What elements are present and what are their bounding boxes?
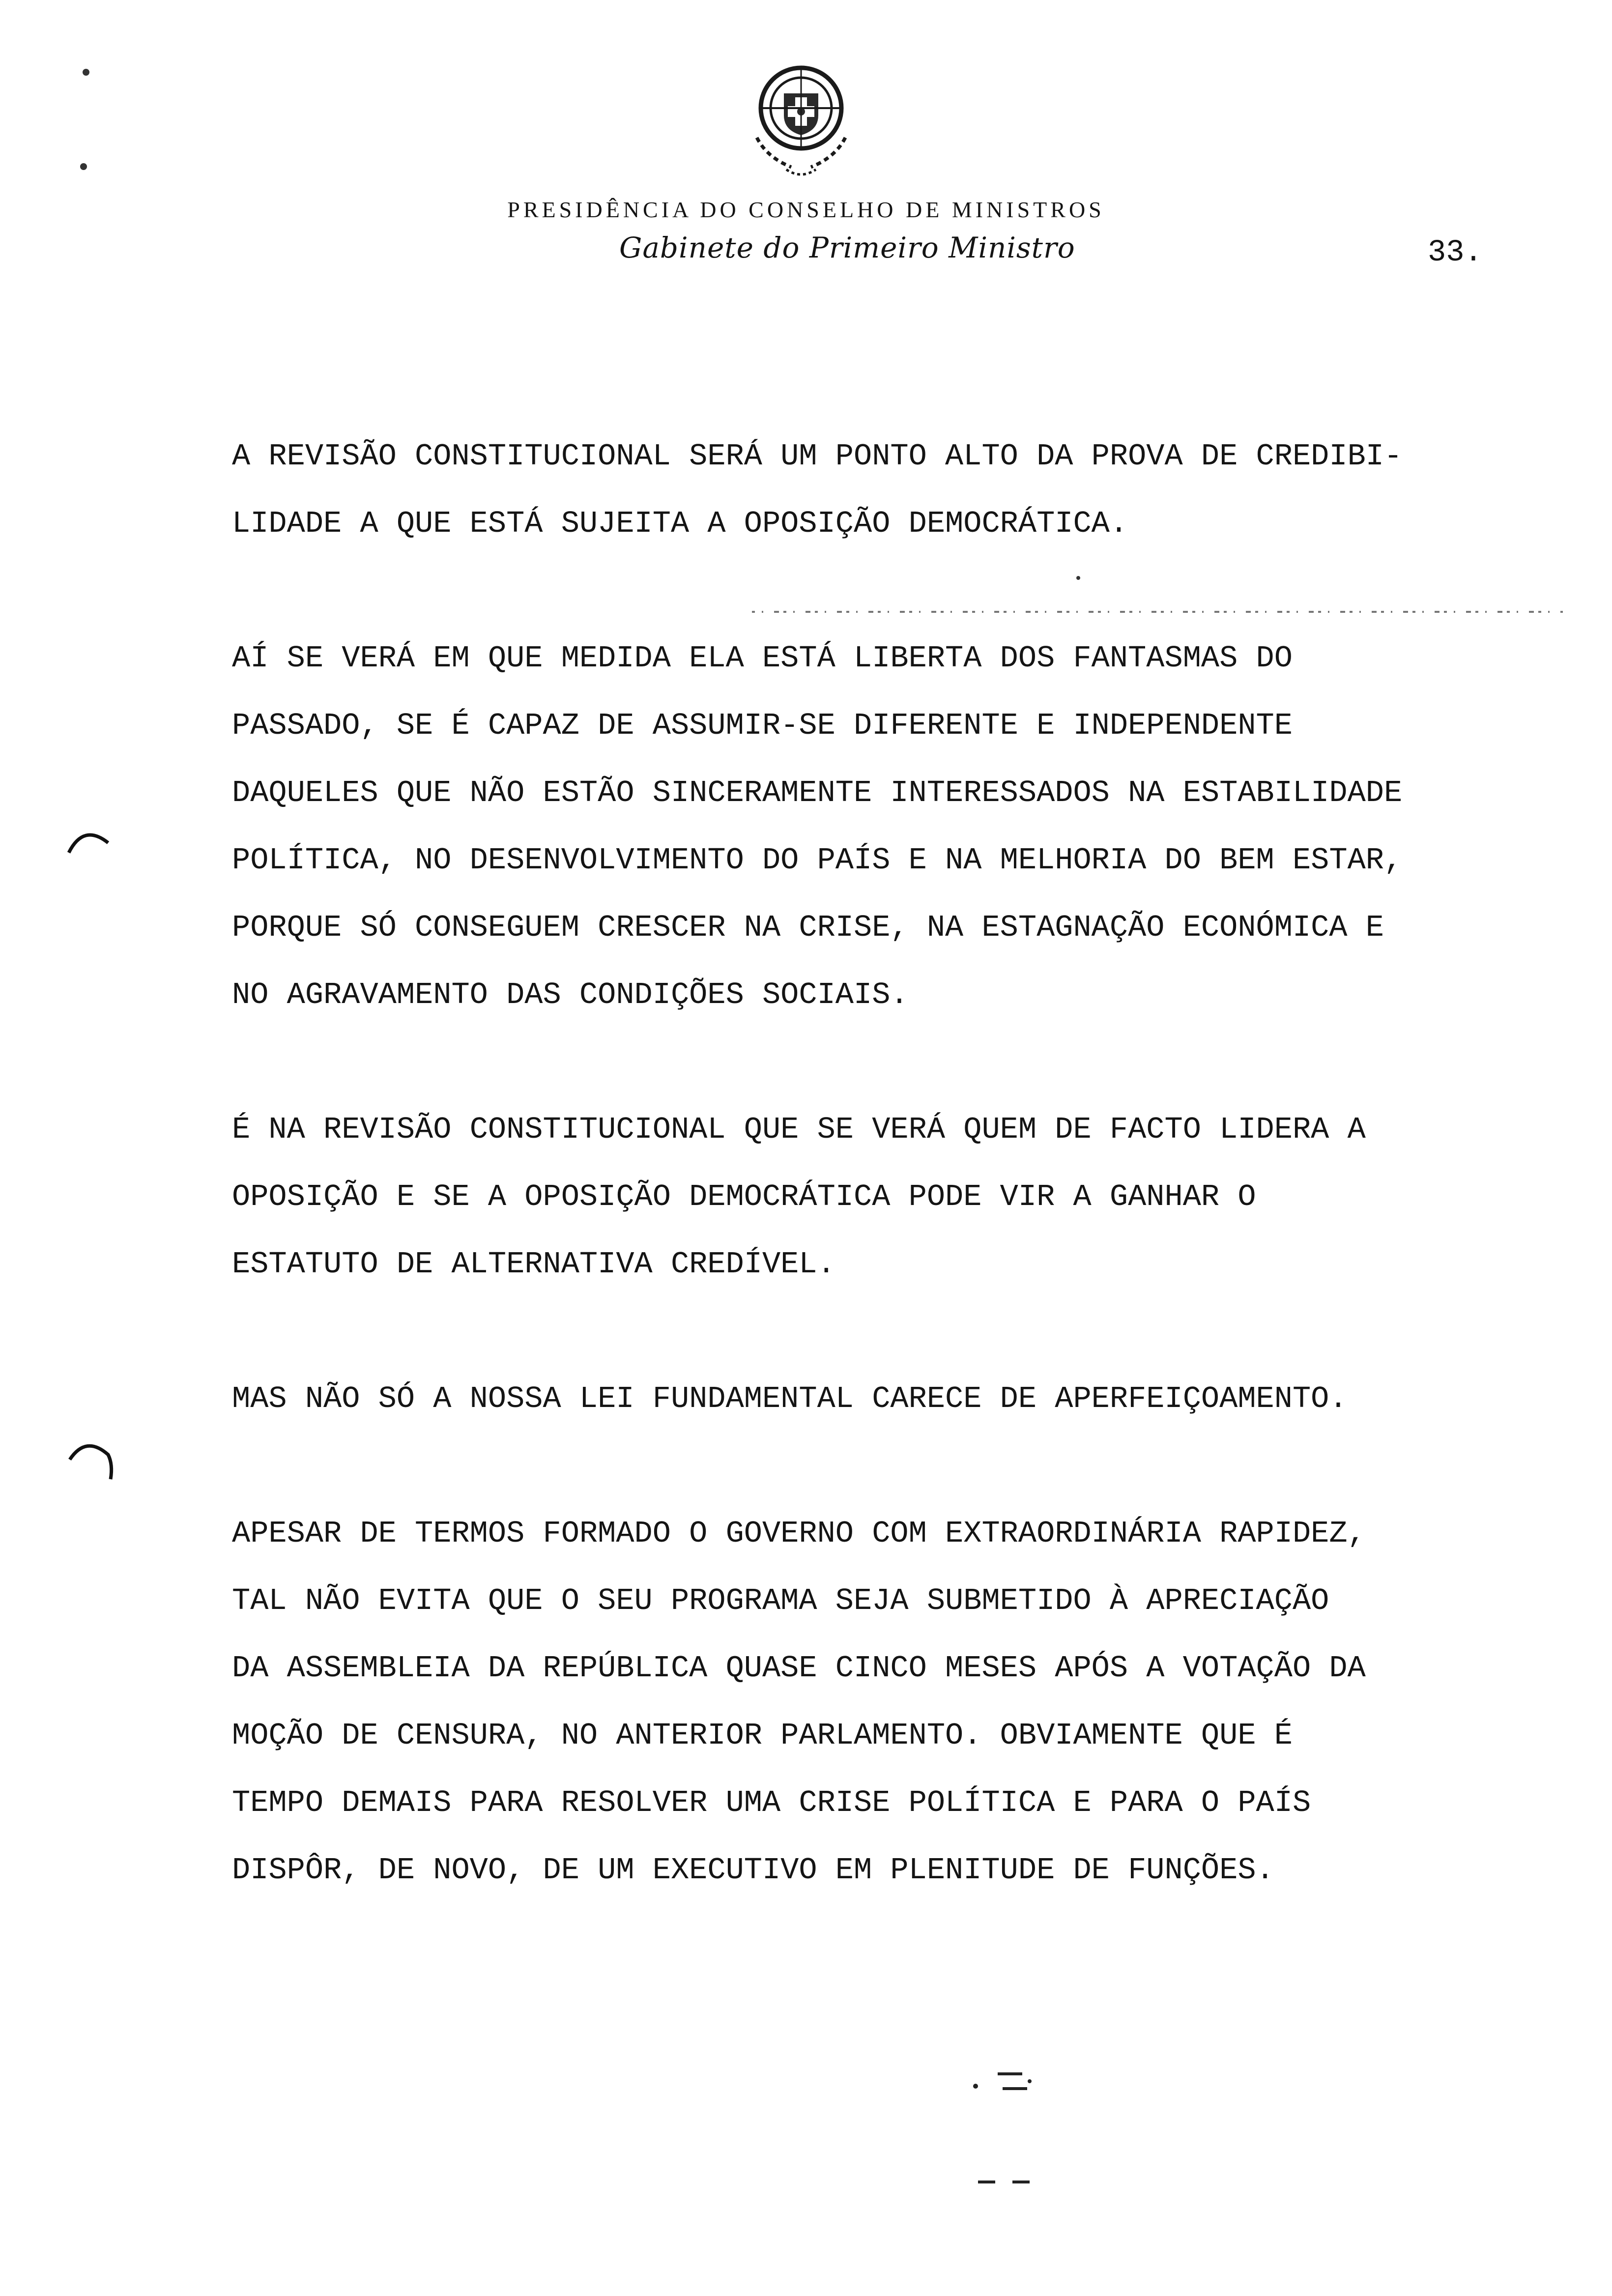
text-line: TEMPO DEMAIS PARA RESOLVER UMA CRISE POLÍTICA E PARA O PAÍS — [232, 1785, 1311, 1820]
punch-hole-arc-bottom — [64, 1435, 118, 1484]
text-line: PASSADO, SE É CAPAZ DE ASSUMIR-SE DIFERENTE E INDEPENDENTE — [232, 708, 1293, 743]
text-line: TAL NÃO EVITA QUE O SEU PROGRAMA SEJA SUBMETIDO À APRECIAÇÃO — [232, 1583, 1329, 1618]
text-line: MOÇÃO DE CENSURA, NO ANTERIOR PARLAMENTO. OBVIAMENTE QUE É — [232, 1718, 1293, 1753]
coat-of-arms-emblem — [737, 59, 865, 187]
header-subtitle: Gabinete do Primeiro Ministro — [619, 231, 1075, 264]
paragraph-4 — [232, 1365, 1529, 1433]
text-line: POLÍTICA, NO DESENVOLVIMENTO DO PAÍS E NA MELHORIA DO BEM ESTAR, — [232, 843, 1403, 878]
header-title: PRESIDÊNCIA DO CONSELHO DE MINISTROS — [507, 197, 1105, 222]
paragraph-5 — [232, 1500, 1529, 1904]
text-line: DISPÔR, DE NOVO, DE UM EXECUTIVO EM PLENITUDE DE FUNÇÕES. — [232, 1853, 1274, 1888]
paragraph-2 — [232, 625, 1529, 1029]
text-line: ESTATUTO DE ALTERNATIVA CREDÍVEL. — [232, 1247, 835, 1282]
text-line: É NA REVISÃO CONSTITUCIONAL QUE SE VERÁ QUEM DE FACTO LIDERA A — [232, 1112, 1366, 1147]
text-line: PORQUE SÓ CONSEGUEM CRESCER NA CRISE, NA ESTAGNAÇÃO ECONÓMICA E — [232, 910, 1384, 945]
paragraph-1 — [232, 423, 1529, 557]
scan-speck — [83, 69, 89, 76]
text-line: MAS NÃO SÓ A NOSSA LEI FUNDAMENTAL CARECE DE APERFEIÇOAMENTO. — [232, 1381, 1348, 1416]
scan-noise-line — [752, 604, 1563, 619]
punch-hole-arc-top — [64, 818, 113, 858]
text-line: LIDADE A QUE ESTÁ SUJEITA A OPOSIÇÃO DEMOCRÁTICA. — [232, 506, 1128, 541]
text-line: DAQUELES QUE NÃO ESTÃO SINCERAMENTE INTERESSADOS NA ESTABILIDADE — [232, 775, 1403, 810]
text-line: A REVISÃO CONSTITUCIONAL SERÁ UM PONTO ALTO DA PROVA DE CREDIBI- — [232, 439, 1403, 474]
text-line: NO AGRAVAMENTO DAS CONDIÇÕES SOCIAIS. — [232, 977, 909, 1012]
text-line: AÍ SE VERÁ EM QUE MEDIDA ELA ESTÁ LIBERTA DOS FANTASMAS DO — [232, 641, 1293, 676]
body-text — [232, 423, 1529, 1971]
text-line: OPOSIÇÃO E SE A OPOSIÇÃO DEMOCRÁTICA PODE VIR A GANHAR O — [232, 1179, 1256, 1214]
text-line: DA ASSEMBLEIA DA REPÚBLICA QUASE CINCO MESES APÓS A VOTAÇÃO DA — [232, 1651, 1366, 1686]
text-line: APESAR DE TERMOS FORMADO O GOVERNO COM EXTRAORDINÁRIA RAPIDEZ, — [232, 1516, 1366, 1551]
paragraph-3 — [232, 1096, 1529, 1298]
scan-marks — [968, 2064, 1066, 2192]
scan-speck — [80, 163, 87, 170]
page-number: 33. — [1428, 235, 1483, 270]
scan-speck — [1076, 576, 1080, 580]
